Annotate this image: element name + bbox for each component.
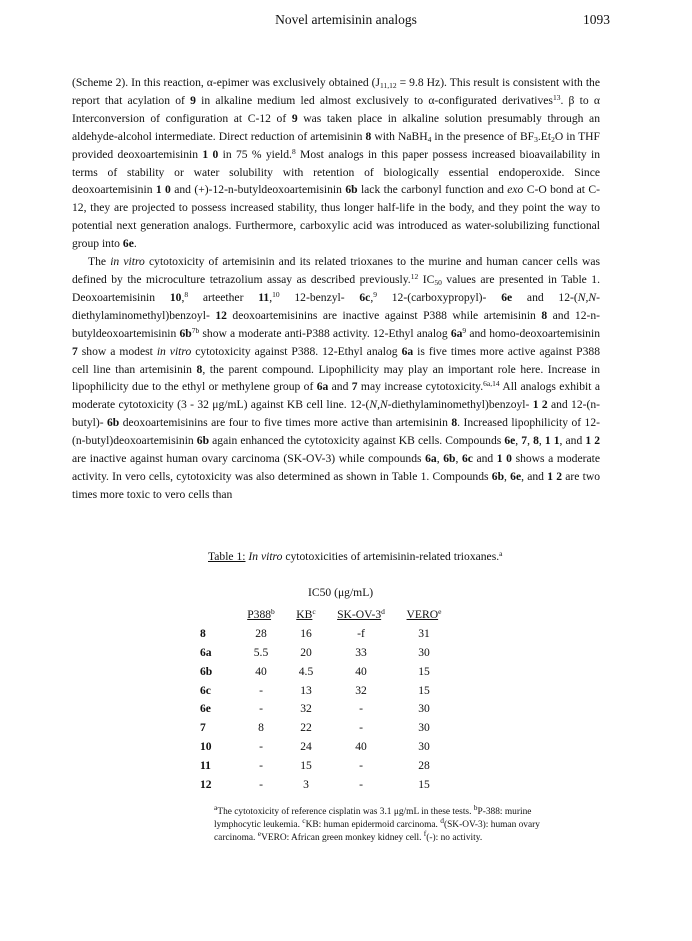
table-cell: 15 bbox=[300, 759, 312, 773]
table-cell: 30 bbox=[418, 721, 430, 735]
compound-header bbox=[200, 605, 240, 624]
table-cell: - bbox=[359, 721, 363, 735]
table-cell: 22 bbox=[300, 721, 312, 735]
table-cell: 40 bbox=[255, 664, 267, 678]
table-row bbox=[200, 624, 456, 643]
cytotoxicity-table bbox=[200, 605, 456, 794]
table-cell: 33 bbox=[355, 645, 367, 659]
table-cell: - bbox=[359, 759, 363, 773]
table-label: Table 1: bbox=[208, 550, 246, 563]
footnote: KB: human epidermoid carcinoma. bbox=[305, 820, 438, 830]
table-row bbox=[200, 681, 456, 700]
column-header: VERO$^e$ bbox=[406, 606, 442, 621]
caption-note: a bbox=[499, 549, 503, 558]
table-cell: 15 bbox=[418, 664, 430, 678]
page-number: 1093 bbox=[583, 12, 610, 27]
compound-cell: 6b bbox=[200, 664, 213, 678]
compound-cell: 8 bbox=[200, 626, 206, 640]
table-row bbox=[200, 718, 456, 737]
table-row bbox=[200, 699, 456, 718]
table-cell: - bbox=[259, 777, 263, 791]
table-cell: 28 bbox=[255, 626, 267, 640]
table-cell: 32 bbox=[300, 702, 312, 716]
caption-text: cytotoxicities of artemisinin-related trioxanes. bbox=[285, 550, 500, 563]
table-cell: 13 bbox=[300, 683, 312, 697]
table-cell: - bbox=[359, 777, 363, 791]
table-cell: 40 bbox=[355, 664, 367, 678]
table-cell: -f bbox=[357, 626, 365, 640]
table-cell: 30 bbox=[418, 740, 430, 754]
paragraph-1: (Scheme 2). In this reaction, α-epimer was exclusively obtained ($J_{11,12} = 9.8$ Hz). This result is consistent with the report that acylation of 9 in alkaline medium led almost exclusively to α-configurated derivatives$^{13}$. β to α Interconversion of configuration at C-12 of 9 was taken place in alkaline solution presumably through an aldehyde-alcohol intermediate. Direct reduction of artemisinin 8 with NaBH$_4$ in the presence of $BF_3.Et_2O$ in THF provided deoxoartemisinin 1 0 in 75 % yield.$^8$ Most analogs in this paper possess increased bioavailability in terms of stability or water solubility with retention of biologically essential endoperoxide. Since deoxoartemisinin 1 0 and (+)-12-n-butyldeoxoartemisinin 6b lack the carbonyl function and exo C-O bond at C-12, they are projected to possess increased stability, thus longer half-life in the body, and they point the way to potential next generation analogs. Furthermore, carboxylic acid was introduced as water-solubilizing functional group into 6e. bbox=[72, 76, 601, 251]
table-cell: 24 bbox=[300, 740, 312, 754]
table-cell: 30 bbox=[418, 702, 430, 716]
paragraph-2: The in vitro cytotoxicity of artemisinin and its related trioxanes to the murine and human cancer cells was defined by the microculture tetrazolium assay as described previously.$^{12}$ $IC_{50}$ values are presented in Table 1. Deoxoartemisinin 10,$^8$ arteether 11,10 12-benzyl- 6c,$^9$ 12-(carboxypropyl)- 6e and 12-(N,N-diethylaminomethyl)benzoyl- 12 deoxoartemisinins are inactive against P388 while artemisinin 8 and 12-n-butyldeoxoartemisinin $6b^{7b}$ show a moderate anti-P388 activity. 12-Ethyl analog $6a^9$ and homo-deoxoartemisinin 7 show a modest in vitro cytotoxicity against P388. 12-Ethyl analog 6a is five times more active against P388 cell line than artemisinin 8, the parent compound. Lipophilicity may play an important role here. Increase in lipophilicity due to the ethyl or methylene group of 6a and 7 may increase cytotoxicity.$^{6a,14}$ All analogs exhibit a moderate cytotoxicity (3 - 32 μg/mL) against KB cell line. 12-(N,N-diethylaminomethyl)benzoyl- 1 2 and 12-(n-butyl)- 6b deoxoartemisinins are four to five times more active than artemisinin 8. Increased lipophilicity of 12-(n-butyl)deoxoartemisinin 6b again enhanced the cytotoxicity against KB cells. Compounds 6e, 7, 8, 1 1, and 1 2 are inactive against human ovary carcinoma (SK-OV-3) while compounds 6a, 6b, 6c and 1 0 shows a moderate activity. In vero cells, cytotoxicity was also determined as shown in Table 1. Compounds 6b, 6e, and 1 2 are two times more toxic to vero cells than bbox=[72, 255, 601, 501]
footnote: (SK-OV-3): human ovary carcinoma. bbox=[214, 820, 540, 843]
body-text bbox=[72, 74, 600, 504]
compound-cell: 6e bbox=[200, 702, 211, 716]
table-cell: 20 bbox=[300, 645, 312, 659]
compound-cell: 11 bbox=[200, 759, 211, 773]
footnote: (-): no activity. bbox=[426, 833, 483, 843]
table-cell: 5.5 bbox=[253, 645, 269, 659]
table-cell: 15 bbox=[418, 777, 430, 791]
table-caption bbox=[208, 550, 502, 563]
compound-cell: 7 bbox=[200, 721, 206, 735]
footnote: The cytotoxicity of reference cisplatin was 3.1 μg/mL in these tests. bbox=[217, 807, 472, 817]
table-cell: 15 bbox=[418, 683, 430, 697]
table-cell: 40 bbox=[355, 740, 367, 754]
page-header bbox=[0, 12, 692, 30]
table-cell: - bbox=[359, 702, 363, 716]
column-header: $KB^c$ bbox=[296, 606, 316, 621]
table-footnotes: $^a$The cytotoxicity of reference cisplatin was 3.1 μg/mL in these tests. $^b$P-388: murine lymphocytic leukemia. $^c$KB: human epidermoid carcinoma. $^d$(SK-OV-3): human ovary carcinoma. $^e$VERO: African green monkey kidney cell. $^f$(-): no activity. bbox=[214, 803, 540, 843]
table-cell: 28 bbox=[418, 759, 430, 773]
table-cell: 31 bbox=[418, 626, 430, 640]
table-cell: - bbox=[259, 683, 263, 697]
footnote: VERO: African green monkey kidney cell. bbox=[261, 833, 422, 843]
table-cell: - bbox=[259, 702, 263, 716]
running-title: Novel artemisinin analogs bbox=[275, 12, 417, 27]
column-header: P388$^b$ bbox=[247, 606, 275, 621]
footnote: P-388: murine lymphocytic leukemia. bbox=[214, 807, 532, 830]
table-row bbox=[200, 775, 456, 794]
table-header-row bbox=[200, 605, 456, 624]
table-cell: 4.5 bbox=[298, 664, 314, 678]
compound-cell: 6c bbox=[200, 683, 211, 697]
table-cell: 32 bbox=[355, 683, 367, 697]
table-row bbox=[200, 643, 456, 662]
compound-cell: 12 bbox=[200, 777, 212, 791]
table-units: IC50 (μg/mL) bbox=[308, 586, 374, 599]
table-row bbox=[200, 737, 456, 756]
compound-cell: 6a bbox=[200, 645, 212, 659]
table-cell: - bbox=[259, 740, 263, 754]
table-cell: 3 bbox=[303, 777, 309, 791]
table-row bbox=[200, 756, 456, 775]
table-row bbox=[200, 662, 456, 681]
caption-italic: In vitro bbox=[248, 550, 283, 563]
table-cell: 16 bbox=[300, 626, 312, 640]
column-header: SK-OV-3$^d$ bbox=[337, 606, 385, 621]
table-cell: 8 bbox=[258, 721, 264, 735]
compound-cell: 10 bbox=[200, 740, 212, 754]
table-cell: 30 bbox=[418, 645, 430, 659]
table-cell: - bbox=[259, 759, 263, 773]
